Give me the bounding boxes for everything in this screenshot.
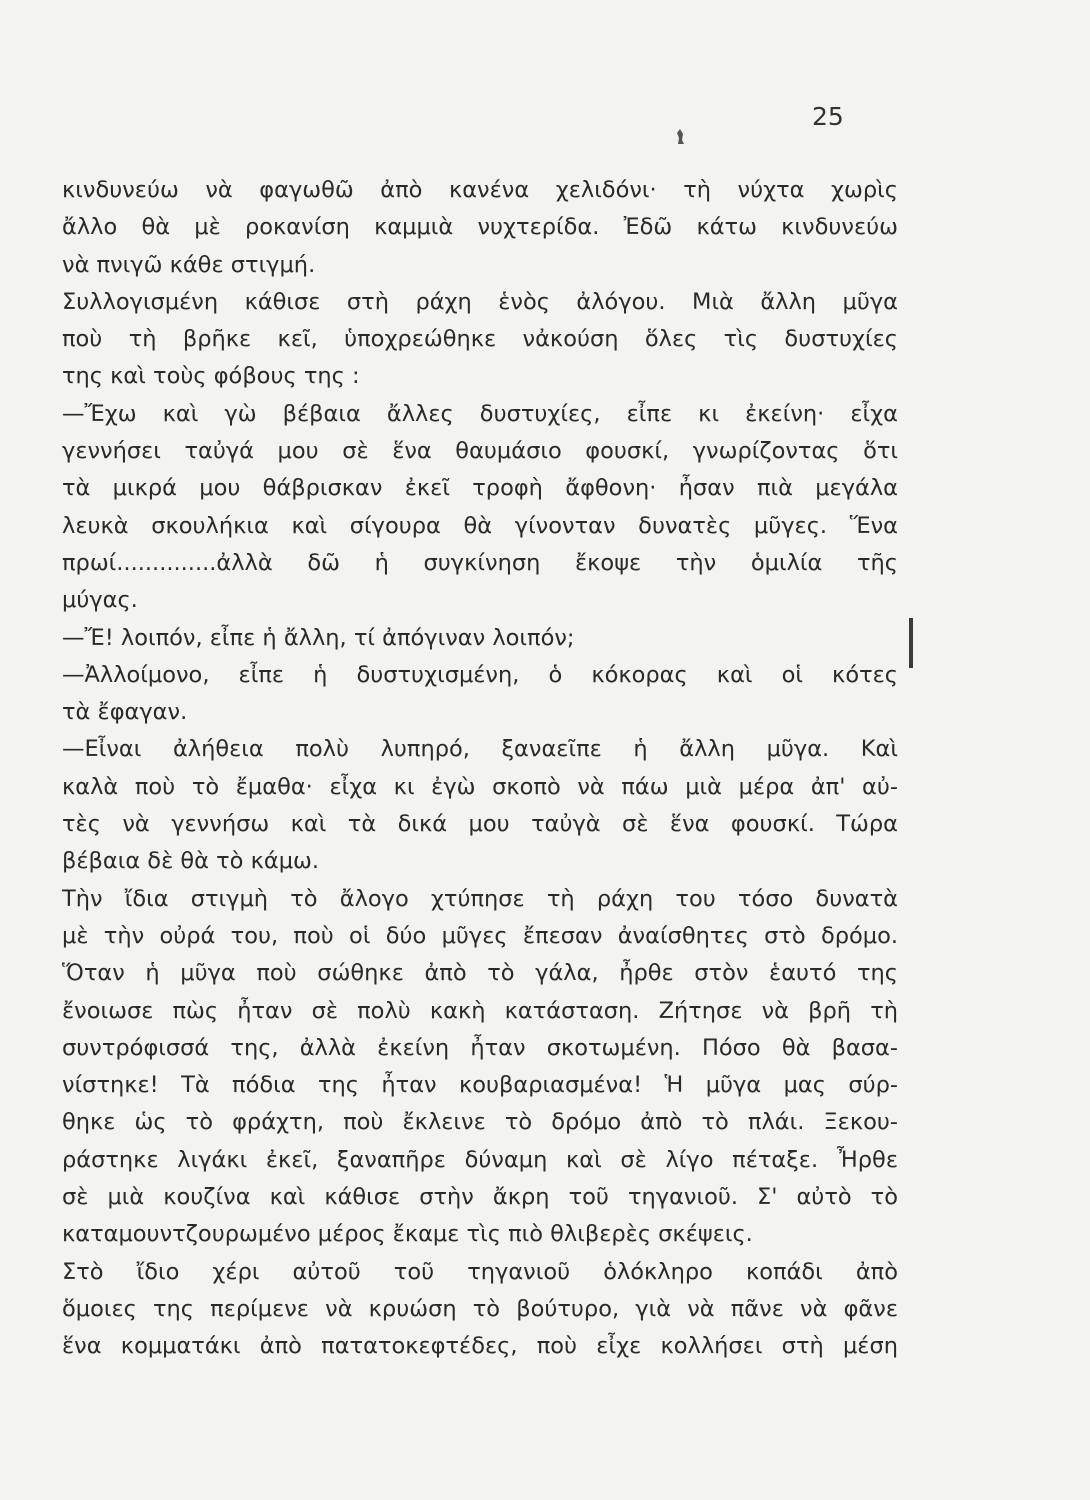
text-line: ἄλλο θὰ μὲ ροκανίση καμμιὰ νυχτερίδα. Ἐδῶ κάτω κινδυνεύω <box>62 214 898 241</box>
text-line: σὲ μιὰ κουζίνα καὶ κάθισε στὴν ἄκρη τοῦ τηγανιοῦ. Σ' αὐτὸ τὸ <box>62 1184 898 1211</box>
text-line: Ὅταν ἡ μῦγα ποὺ σώθηκε ἀπὸ τὸ γάλα, ἦρθε στὸν ἑαυτό της <box>62 960 898 987</box>
text-line: νὰ πνιγῶ κάθε στιγμή. <box>62 251 316 278</box>
text-line: μύγας. <box>62 587 138 614</box>
text-line: ἔνοιωσε πὼς ἦταν σὲ πολὺ κακὴ κατάσταση. Ζήτησε νὰ βρῆ τὴ <box>62 997 898 1024</box>
text-line: της καὶ τοὺς φόβους της : <box>62 363 360 390</box>
text-line: ποὺ τὴ βρῆκε κεῖ, ὑποχρεώθηκε νἀκούση ὅλες τὶς δυστυχίες <box>62 326 898 353</box>
margin-mark <box>909 618 913 668</box>
text-line: βέβαια δὲ θὰ τὸ κάμω. <box>62 848 320 875</box>
text-line: καλὰ ποὺ τὸ ἔμαθα· εἶχα κι ἐγὼ σκοπὸ νὰ πάω μιὰ μέρα ἀπ' αὐ- <box>62 773 898 800</box>
text-line: μὲ τὴν οὐρά του, ποὺ οἱ δύο μῦγες ἔπεσαν ἀναίσθητες στὸ δρόμο. <box>62 922 898 949</box>
text-line: Συλλογισμένη κάθισε στὴ ράχη ἑνὸς ἀλόγου. Μιὰ ἄλλη μῦγα <box>62 288 898 315</box>
text-line: Τὴν ἴδια στιγμὴ τὸ ἄλογο χτύπησε τὴ ράχη του τόσο δυνατὰ <box>62 885 898 912</box>
text-line: —Εἶναι ἀλήθεια πολὺ λυπηρό, ξαναεῖπε ἡ ἄλλη μῦγα. Καὶ <box>62 736 898 763</box>
ink-speck-icon <box>676 128 685 145</box>
text-line: καταμουντζουρωμένο μέρος ἔκαμε τὶς πιὸ θλιβερὲς σκέψεις. <box>62 1221 753 1248</box>
text-line: τὰ μικρά μου θάβρισκαν ἐκεῖ τροφὴ ἄφθονη· ἦσαν πιὰ μεγάλα <box>62 475 898 502</box>
text-line: —Ἔχω καὶ γὼ βέβαια ἄλλες δυστυχίες, εἶπε κι ἐκείνη· εἶχα <box>62 400 898 427</box>
text-line: —Ἀλλοίμονο, εἶπε ἡ δυστυχισμένη, ὁ κόκορας καὶ οἱ κότες <box>62 661 898 688</box>
text-line: νίστηκε! Τὰ πόδια της ἦταν κουβαριασμένα! Ἡ μῦγα μας σύρ- <box>62 1072 898 1099</box>
text-line: τὲς νὰ γεννήσω καὶ τὰ δικά μου ταὐγὰ σὲ ἕνα φουσκί. Τώρα <box>62 811 898 838</box>
text-line: ράστηκε λιγάκι ἐκεῖ, ξαναπῆρε δύναμη καὶ σὲ λίγο πέταξε. Ἦρθε <box>62 1146 898 1173</box>
text-line: θηκε ὡς τὸ φράχτη, ποὺ ἔκλεινε τὸ δρόμο ἀπὸ τὸ πλάι. Ξεκου- <box>62 1109 898 1136</box>
body-text <box>62 172 898 1366</box>
text-line: ὅμοιες της περίμενε νὰ κρυώση τὸ βούτυρο, γιὰ νὰ πᾶνε νὰ φᾶνε <box>62 1295 898 1322</box>
page-number: 25 <box>812 102 844 131</box>
text-line: —Ἔ! λοιπόν, εἶπε ἡ ἄλλη, τί ἀπόγιναν λοιπόν; <box>62 624 575 651</box>
text-line: ἕνα κομματάκι ἀπὸ πατατοκεφτέδες, ποὺ εἶχε κολλήσει στὴ μέση <box>62 1333 898 1360</box>
text-line: τὰ ἔφαγαν. <box>62 699 188 726</box>
text-line: Στὸ ἴδιο χέρι αὐτοῦ τοῦ τηγανιοῦ ὁλόκληρο κοπάδι ἀπὸ <box>62 1258 898 1285</box>
text-line: λευκὰ σκουλήκια καὶ σίγουρα θὰ γίνονταν δυνατὲς μῦγες. Ἕνα <box>62 512 898 539</box>
text-line: γεννήσει ταὐγά μου σὲ ἕνα θαυμάσιο φουσκί, γνωρίζοντας ὅτι <box>62 438 898 465</box>
text-line: πρωί..............ἀλλὰ δῶ ἡ συγκίνηση ἔκοψε τὴν ὁμιλία τῆς <box>62 549 898 576</box>
text-line: κινδυνεύω νὰ φαγωθῶ ἀπὸ κανένα χελιδόνι· τὴ νύχτα χωρὶς <box>62 177 898 203</box>
text-line: συντρόφισσά της, ἀλλὰ ἐκείνη ἦταν σκοτωμένη. Πόσο θὰ βασα- <box>62 1034 898 1061</box>
